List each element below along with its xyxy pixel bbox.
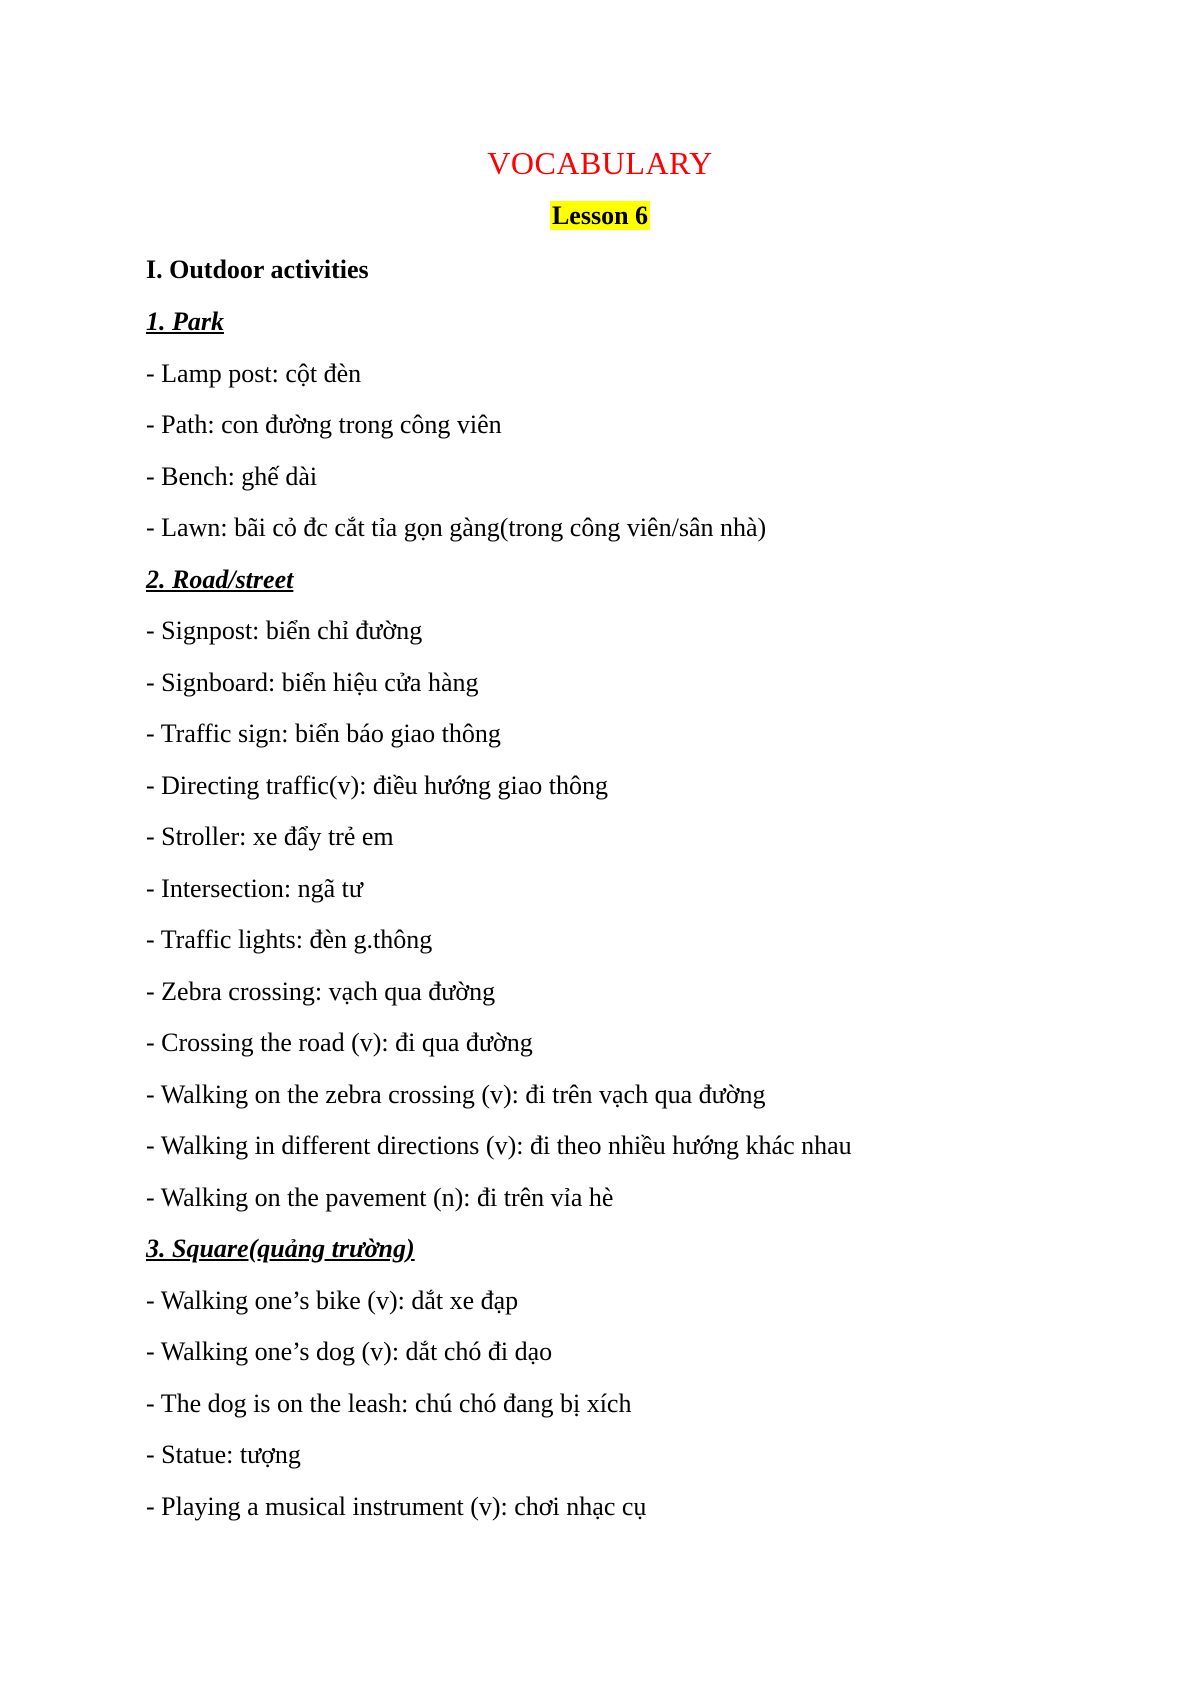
vocab-item: - Traffic sign: biển báo giao thông xyxy=(146,719,501,748)
vocab-item: - Walking one’s bike (v): dắt xe đạp xyxy=(146,1285,519,1315)
vocab-item: - Playing a musical instrument (v): chơi nhạc cụ xyxy=(146,1491,647,1521)
lesson-label-wrap xyxy=(0,199,1200,233)
vocab-item: - Bench: ghế dài xyxy=(146,461,318,491)
vocab-item: - Intersection: ngã tư xyxy=(146,873,363,903)
vocab-item: - Stroller: xe đẩy trẻ em xyxy=(146,822,394,851)
vocab-item: - Zebra crossing: vạch qua đường xyxy=(146,976,496,1006)
vocab-item: - Signboard: biển hiệu cửa hàng xyxy=(146,667,479,697)
vocab-item: - Directing traffic(v): điều hướng giao thông xyxy=(146,770,609,800)
vocabulary-list xyxy=(146,305,1106,1541)
vocab-item: - The dog is on the leash: chú chó đang bị xích xyxy=(146,1388,632,1418)
section-heading: I. Outdoor activities xyxy=(146,255,369,284)
subsection-heading-road: 2. Road/street xyxy=(146,564,294,594)
vocab-item: - Crossing the road (v): đi qua đường xyxy=(146,1028,533,1057)
vocab-item: - Signpost: biển chỉ đường xyxy=(146,616,423,645)
vocab-item: - Walking one’s dog (v): dắt chó đi dạo xyxy=(146,1337,553,1366)
vocab-item: - Lamp post: cột đèn xyxy=(146,358,362,388)
vocab-item: - Walking in different directions (v): đi theo nhiều hướng khác nhau xyxy=(146,1131,852,1160)
vocab-item: - Lawn: bãi cỏ đc cắt tỉa gọn gàng(trong công viên/sân nhà) xyxy=(146,513,767,542)
vocab-item: - Walking on the pavement (n): đi trên vỉa hè xyxy=(146,1182,614,1212)
vocab-item: - Traffic lights: đèn g.thông xyxy=(146,925,433,954)
subsection-heading-park: 1. Park xyxy=(146,307,224,336)
vocab-item: - Statue: tượng xyxy=(146,1440,301,1469)
document-title: VOCABULARY xyxy=(487,145,713,181)
vocab-item: - Walking on the zebra crossing (v): đi trên vạch qua đường xyxy=(146,1079,766,1109)
lesson-label: Lesson 6 xyxy=(551,201,649,230)
subsection-heading-square: 3. Square(quảng trường) xyxy=(146,1234,415,1263)
vocab-item: - Path: con đường trong công viên xyxy=(146,410,502,439)
